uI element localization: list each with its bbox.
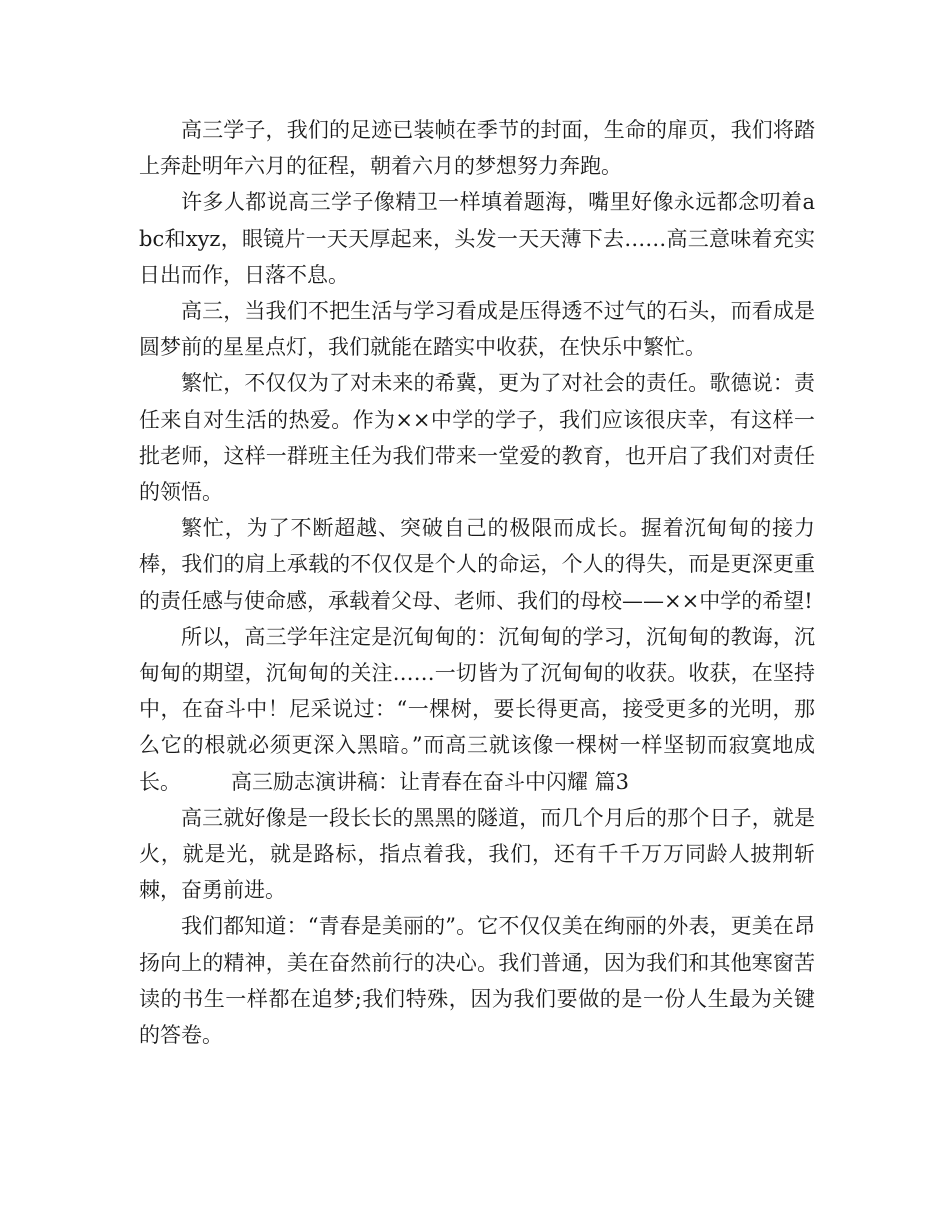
paragraph: 我们都知道：“青春是美丽的”。它不仅仅美在绚丽的外表，更美在昂扬向上的精神，美在奋然前行的决心。我们普通，因为我们和其他寒窗苦读的书生一样都在追梦;我们特殊，因为我们要做的是一份人生最为关键的答卷。 [139, 914, 815, 1048]
section-heading: 高三励志演讲稿：让青春在奋斗中闪耀 篇3 [231, 769, 630, 794]
paragraph-with-section-heading [139, 619, 815, 800]
document-body [139, 112, 815, 1053]
paragraph-text: 所以，高三学年注定是沉甸甸的：沉甸甸的学习，沉甸甸的教诲，沉甸甸的期望，沉甸甸的关注……一切皆为了沉甸甸的收获。收获，在坚持中，在奋斗中！尼采说过：“一棵树，要长得更高，接受更多的光明，那么它的根就必须更深入黑暗。”而高三就该像一棵树一样坚韧而寂寞地成长。 [139, 624, 815, 794]
paragraph: 高三学子，我们的足迹已装帧在季节的封面，生命的扉页，我们将踏上奔赴明年六月的征程，朝着六月的梦想努力奔跑。 [139, 118, 815, 179]
paragraph: 高三就好像是一段长长的黑黑的隧道，而几个月后的那个日子，就是火，就是光，就是路标，指点着我，我们，还有千千万万同龄人披荆斩棘，奋勇前进。 [139, 805, 815, 903]
paragraph: 许多人都说高三学子像精卫一样填着题海，嘴里好像永远都念叨着abc和xyz，眼镜片一天天厚起来，头发一天天薄下去……高三意味着充实日出而作，日落不息。 [139, 190, 815, 287]
paragraph: 高三，当我们不把生活与学习看成是压得透不过气的石头，而看成是圆梦前的星星点灯，我们就能在踏实中收获，在快乐中繁忙。 [139, 299, 815, 360]
paragraph: 繁忙，为了不断超越、突破自己的极限而成长。握着沉甸甸的接力棒，我们的肩上承载的不仅仅是个人的命运，个人的得失，而是更深更重的责任感与使命感，承载着父母、老师、我们的母校——××中学的希望! [139, 516, 815, 613]
paragraph: 繁忙，不仅仅为了对未来的希冀，更为了对社会的责任。歌德说：责任来自对生活的热爱。作为××中学的学子，我们应该很庆幸，有这样一批老师，这样一群班主任为我们带来一堂爱的教育，也开启了我们对责任的领悟。 [139, 371, 815, 505]
